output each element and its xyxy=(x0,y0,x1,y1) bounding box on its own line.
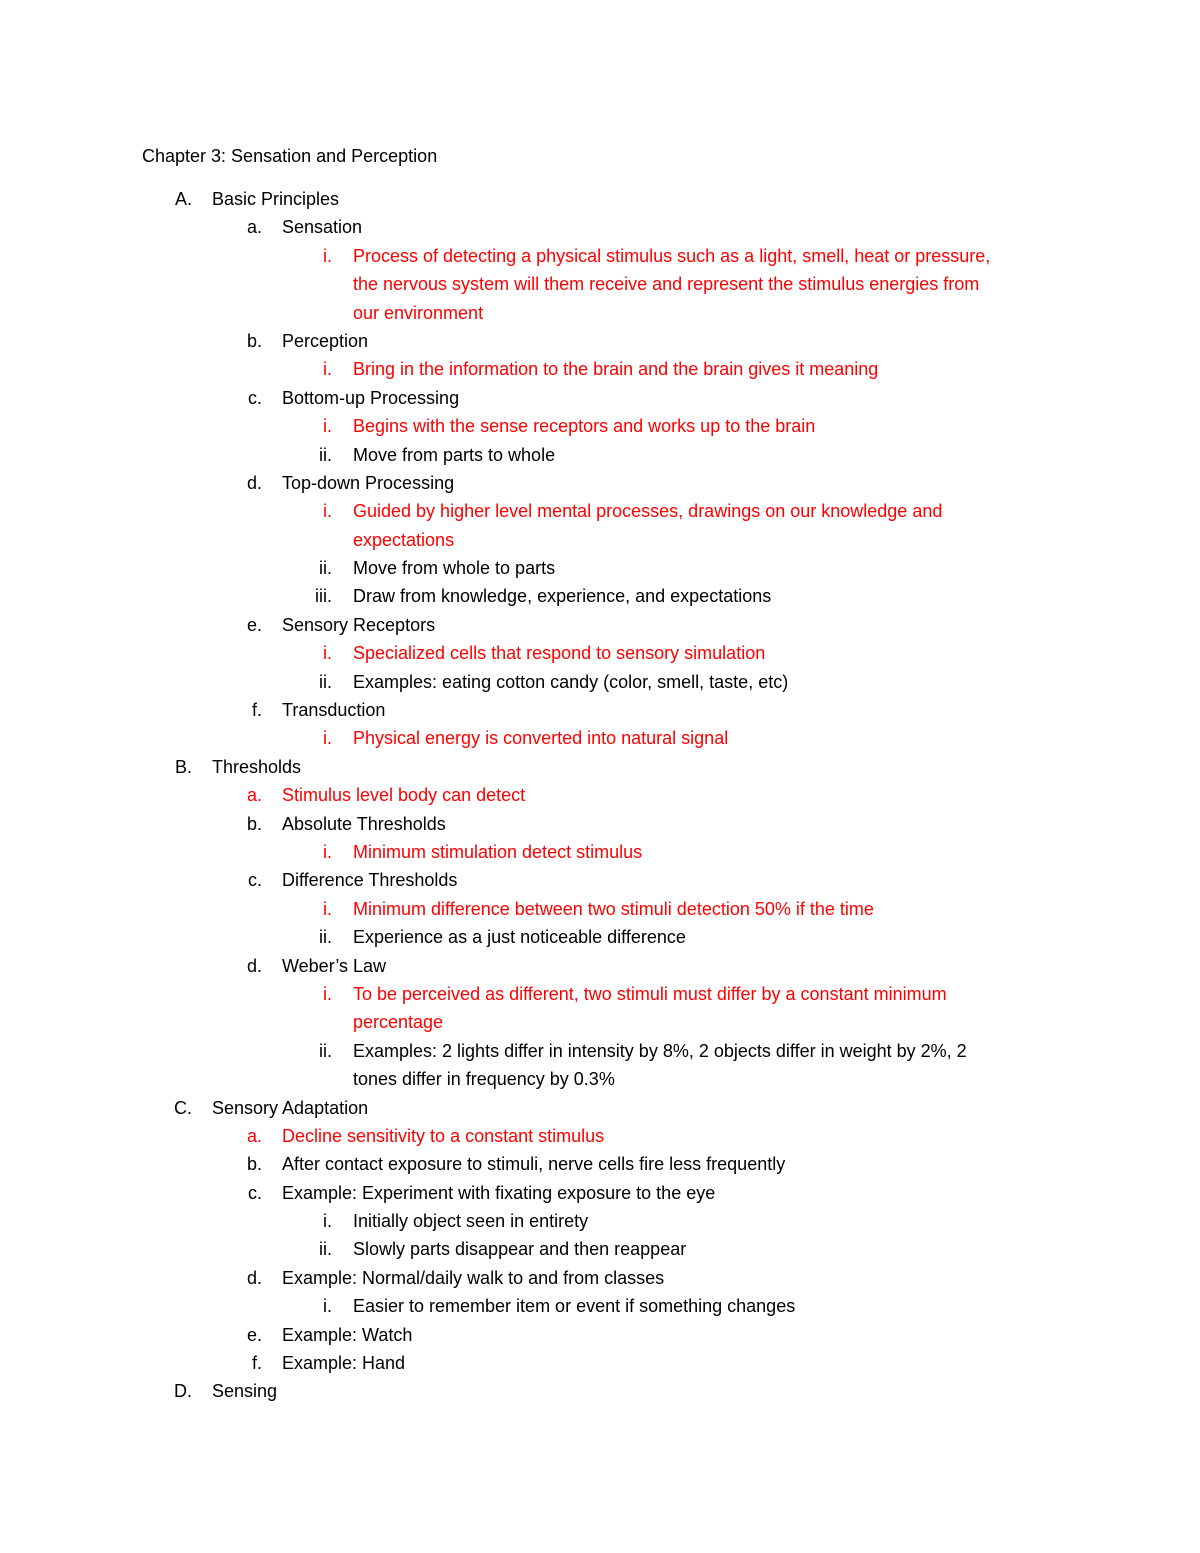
outline-item-level-3 xyxy=(0,923,1200,951)
outline-marker: b. xyxy=(246,1154,262,1175)
outline-marker: ii. xyxy=(319,927,332,948)
outline-item-level-2 xyxy=(0,469,1200,497)
outline-item-level-1 xyxy=(0,1094,1200,1122)
outline-text: Basic Principles xyxy=(212,189,340,209)
outline-text: Physical energy is converted into natural signal xyxy=(353,728,729,749)
outline-marker: i. xyxy=(323,416,332,437)
outline-text: Transduction xyxy=(282,700,386,721)
outline-text: Example: Watch xyxy=(282,1324,413,1345)
outline-marker: i. xyxy=(323,643,332,664)
outline-text: Sensation xyxy=(282,217,363,238)
outline-marker: e. xyxy=(246,614,262,635)
outline-text: Stimulus level body can detect xyxy=(282,785,526,806)
outline-marker: b. xyxy=(246,330,262,351)
outline-marker: ii. xyxy=(319,444,332,465)
outline-marker: i. xyxy=(323,983,332,1004)
outline-item-level-2 xyxy=(0,1150,1200,1178)
document-title: Chapter 3: Sensation and Perception xyxy=(142,146,438,166)
outline-text: Draw from knowledge, experience, and expectations xyxy=(353,586,772,607)
outline-item-level-2 xyxy=(0,1349,1200,1377)
outline-text: Bring in the information to the brain and the brain gives it meaning xyxy=(353,359,879,380)
outline-text: Minimum stimulation detect stimulus xyxy=(353,841,643,862)
outline-marker: c. xyxy=(247,870,262,891)
outline-text: Move from whole to parts xyxy=(353,558,556,579)
outline-marker: f. xyxy=(251,700,262,721)
outline-marker: iii. xyxy=(315,586,332,607)
outline-item-level-3 xyxy=(0,1292,1200,1320)
outline-item-level-2 xyxy=(0,213,1200,241)
outline-text: Example: Hand xyxy=(282,1353,406,1374)
outline-item-level-2 xyxy=(0,611,1200,639)
outline-item-level-3 xyxy=(0,980,1200,1008)
outline-text: the nervous system will them receive and represent the stimulus energies from xyxy=(353,274,980,295)
outline-text: expectations xyxy=(353,529,455,550)
outline-marker: d. xyxy=(246,1267,262,1288)
outline-item-level-3 xyxy=(0,355,1200,383)
outline-item-level-3 xyxy=(0,299,1200,327)
outline-text: Example: Normal/daily walk to and from classes xyxy=(282,1267,665,1288)
outline-item-level-3 xyxy=(0,1065,1200,1093)
outline-marker: a. xyxy=(246,1125,262,1146)
outline-item-level-2 xyxy=(0,384,1200,412)
outline-item-level-2 xyxy=(0,1264,1200,1292)
outline-text: Example: Experiment with fixating exposure to the eye xyxy=(282,1182,716,1203)
outline-marker: ii. xyxy=(319,558,332,579)
outline-item-level-2 xyxy=(0,866,1200,894)
outline-text: tones differ in frequency by 0.3% xyxy=(353,1069,615,1090)
outline-marker: C. xyxy=(174,1097,192,1118)
outline-item-level-1 xyxy=(0,185,1200,213)
outline-item-level-2 xyxy=(0,1321,1200,1349)
outline-marker: i. xyxy=(323,359,332,380)
outline-item-level-3 xyxy=(0,582,1200,610)
outline-marker: i. xyxy=(323,841,332,862)
outline-marker: D. xyxy=(174,1381,192,1402)
outline-item-level-3 xyxy=(0,724,1200,752)
outline-text: Guided by higher level mental processes, drawings on our knowledge and xyxy=(353,501,943,522)
outline-item-level-1 xyxy=(0,1377,1200,1405)
outline-item-level-3 xyxy=(0,497,1200,525)
outline-text: Sensing xyxy=(212,1381,278,1402)
outline-marker: i. xyxy=(323,1296,332,1317)
outline-item-level-3 xyxy=(0,1008,1200,1036)
outline-text: Begins with the sense receptors and works up to the brain xyxy=(353,416,816,437)
outline-item-level-2 xyxy=(0,810,1200,838)
outline-item-level-3 xyxy=(0,668,1200,696)
outline-item-level-3 xyxy=(0,1235,1200,1263)
outline-text: Experience as a just noticeable difference xyxy=(353,927,686,948)
outline-text: Sensory Receptors xyxy=(282,614,436,635)
outline-text: Difference Thresholds xyxy=(282,870,458,891)
outline-marker: ii. xyxy=(319,1239,332,1260)
outline-marker: e. xyxy=(246,1324,262,1345)
outline-marker: ii. xyxy=(319,671,332,692)
outline-item-level-2 xyxy=(0,696,1200,724)
outline-item-level-2 xyxy=(0,1179,1200,1207)
outline-item-level-2 xyxy=(0,781,1200,809)
outline-item-level-3 xyxy=(0,639,1200,667)
outline-item-level-2 xyxy=(0,952,1200,980)
outline-marker: f. xyxy=(251,1353,262,1374)
outline-text: Sensory Adaptation xyxy=(212,1097,369,1118)
outline-list xyxy=(0,185,1200,1406)
outline-item-level-2 xyxy=(0,327,1200,355)
outline-marker: c. xyxy=(247,387,262,408)
outline-text: Process of detecting a physical stimulus such as a light, smell, heat or pressure, xyxy=(353,245,991,266)
outline-item-level-3 xyxy=(0,242,1200,270)
outline-text: To be perceived as different, two stimuli must differ by a constant minimum xyxy=(353,983,947,1004)
outline-text: Examples: 2 lights differ in intensity by 8%, 2 objects differ in weight by 2%, 2 xyxy=(353,1040,967,1061)
outline-text: Slowly parts disappear and then reappear xyxy=(353,1239,687,1260)
outline-item-level-2 xyxy=(0,1122,1200,1150)
outline-text: Absolute Thresholds xyxy=(282,813,446,834)
outline-text: our environment xyxy=(353,302,484,323)
outline-text: Minimum difference between two stimuli detection 50% if the time xyxy=(353,898,874,919)
outline-item-level-3 xyxy=(0,1207,1200,1235)
outline-marker: A. xyxy=(174,189,192,209)
outline-text: Specialized cells that respond to sensory simulation xyxy=(353,643,766,664)
outline-marker: b. xyxy=(246,813,262,834)
outline-marker: d. xyxy=(246,472,262,493)
outline-marker: i. xyxy=(323,245,332,266)
outline-item-level-3 xyxy=(0,441,1200,469)
outline-text: Initially object seen in entirety xyxy=(353,1211,589,1232)
outline-marker: a. xyxy=(246,217,262,238)
outline-item-level-3 xyxy=(0,526,1200,554)
outline-item-level-3 xyxy=(0,895,1200,923)
outline-item-level-3 xyxy=(0,554,1200,582)
outline-text: Examples: eating cotton candy (color, smell, taste, etc) xyxy=(353,671,789,692)
outline-marker: i. xyxy=(323,898,332,919)
outline-marker: i. xyxy=(323,501,332,522)
outline-marker: i. xyxy=(323,728,332,749)
outline-marker: d. xyxy=(246,955,262,976)
outline-item-level-3 xyxy=(0,270,1200,298)
outline-text: Top-down Processing xyxy=(282,472,455,493)
outline-marker: i. xyxy=(323,1211,332,1232)
outline-text: percentage xyxy=(353,1012,444,1033)
outline-text: Bottom-up Processing xyxy=(282,387,460,408)
outline-marker: a. xyxy=(246,785,262,806)
outline-marker: c. xyxy=(247,1182,262,1203)
outline-text: Thresholds xyxy=(212,756,302,777)
outline-item-level-3 xyxy=(0,838,1200,866)
outline-item-level-3 xyxy=(0,1037,1200,1065)
outline-text: Weber’s Law xyxy=(282,955,387,976)
outline-text: Move from parts to whole xyxy=(353,444,556,465)
outline-text: Easier to remember item or event if something changes xyxy=(353,1296,796,1317)
outline-marker: B. xyxy=(174,756,192,777)
outline-text: Perception xyxy=(282,330,369,351)
outline-text: Decline sensitivity to a constant stimulus xyxy=(282,1125,605,1146)
outline-item-level-1 xyxy=(0,753,1200,781)
outline-text: After contact exposure to stimuli, nerve cells fire less frequently xyxy=(282,1154,786,1175)
outline-marker: ii. xyxy=(319,1040,332,1061)
outline-item-level-3 xyxy=(0,412,1200,440)
